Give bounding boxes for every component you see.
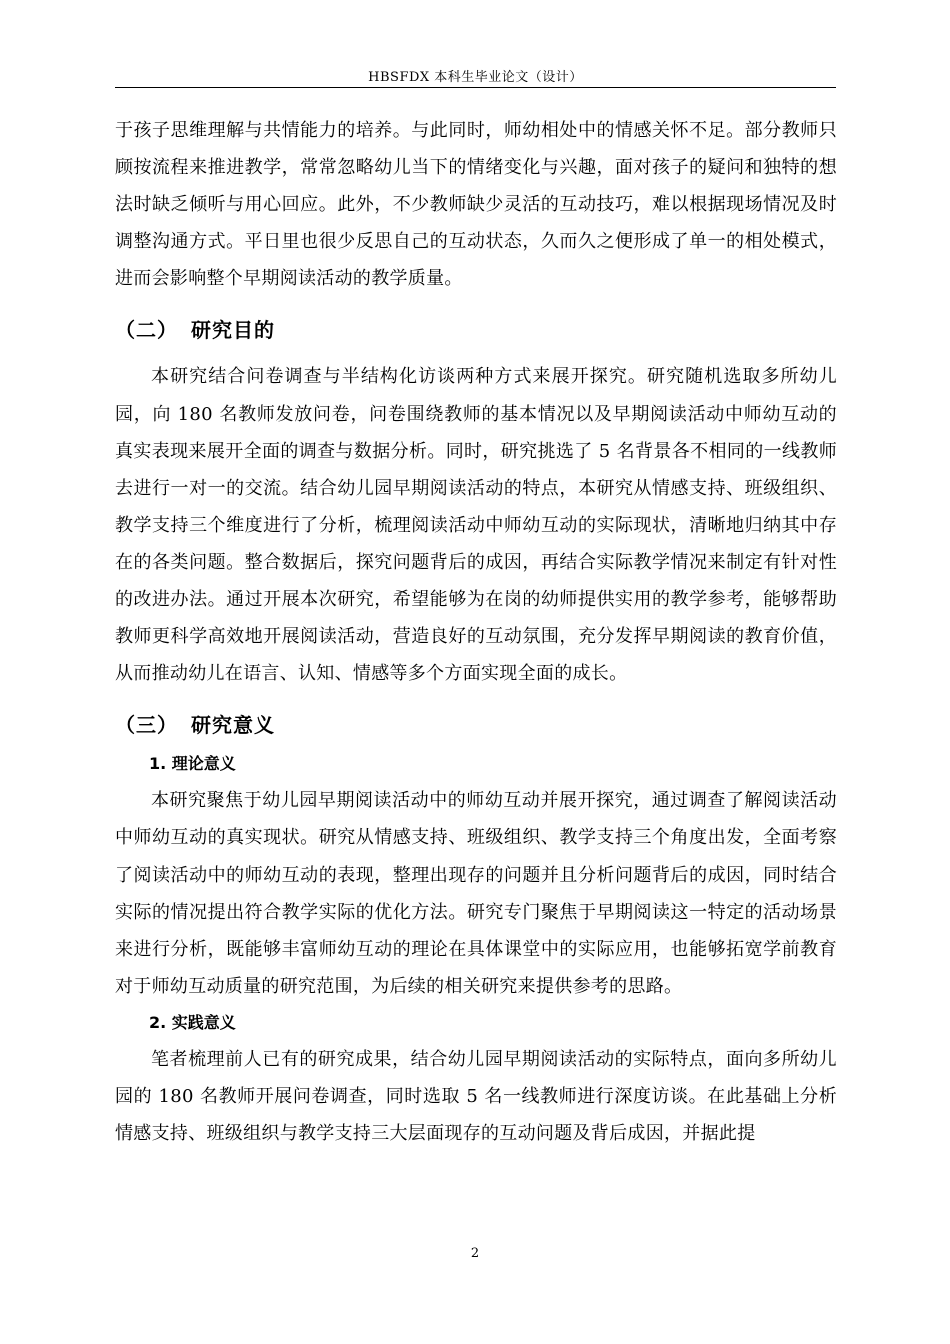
purpose-paragraph: 本研究结合问卷调查与半结构化访谈两种方式来展开探究。研究随机选取多所幼儿园，向 180 名教师发放问卷，问卷围绕教师的基本情况以及早期阅读活动中师幼互动的真实表现来展开全面的调查与数据分析。同时，研究挑选了 5 名背景各不相同的一线教师去进行一对一的交流。结合幼儿园早期阅读活动的特点，本研究从情感支持、班级组织、教学支持三个维度进行了分析，梳理阅读活动中师幼互动的实际现状，清晰地归纳其中存在的各类问题。整合数据后，探究问题背后的成因，再结合实际教学情况来制定有针对性的改进办法。通过开展本次研究，希望能够为在岗的幼师提供实用的教学参考，能够帮助教师更科学高效地开展阅读活动，营造良好的互动氛围，充分发挥早期阅读的教育价值，从而推动幼儿在语言、认知、情感等多个方面实现全面的成长。 xyxy=(115,366,837,685)
section-heading-purpose xyxy=(115,317,837,343)
subheading-theory: 1. 理论意义 xyxy=(149,754,236,774)
theory-paragraph: 本研究聚焦于幼儿园早期阅读活动中的师幼互动并展开探究，通过调查了解阅读活动中师幼互动的真实现状。研究从情感支持、班级组织、教学支持三个角度出发，全面考察了阅读活动中的师幼互动的表现，整理出现存的问题并且分析问题背后的成因，同时结合实际的情况提出符合教学实际的优化方法。研究专门聚焦于早期阅读这一特定的活动场景来进行分析，既能够丰富师幼互动的理论在具体课堂中的实际应用，也能够拓宽学前教育对于师幼互动质量的研究范围，为后续的相关研究来提供参考的思路。 xyxy=(115,790,837,997)
section-title: 研究目的 xyxy=(191,318,275,343)
page-content xyxy=(115,112,837,1152)
running-header: HBSFDX 本科生毕业论文（设计） xyxy=(368,70,583,85)
subheading-practice: 2. 实践意义 xyxy=(149,1012,236,1032)
header-rule xyxy=(115,87,836,88)
section-number: （二） xyxy=(115,318,178,343)
section-heading-significance xyxy=(115,712,837,738)
practice-paragraph: 笔者梳理前人已有的研究成果，结合幼儿园早期阅读活动的实际特点，面向多所幼儿园的 180 名教师开展问卷调查，同时选取 5 名一线教师进行深度访谈。在此基础上分析情感支持、班级组织与教学支持三大层面现存的互动问题及背后成因，并据此提 xyxy=(115,1048,837,1145)
intro-paragraph: 于孩子思维理解与共情能力的培养。与此同时，师幼相处中的情感关怀不足。部分教师只顾按流程来推进教学，常常忽略幼儿当下的情绪变化与兴趣，面对孩子的疑问和独特的想法时缺乏倾听与用心回应。此外，不少教师缺少灵活的互动技巧，难以根据现场情况及时调整沟通方式。平日里也很少反思自己的互动状态，久而久之便形成了单一的相处模式，进而会影响整个早期阅读活动的教学质量。 xyxy=(115,120,837,290)
section-number: （三） xyxy=(115,713,178,738)
page-number: 2 xyxy=(470,1246,480,1261)
section-title: 研究意义 xyxy=(191,713,275,738)
